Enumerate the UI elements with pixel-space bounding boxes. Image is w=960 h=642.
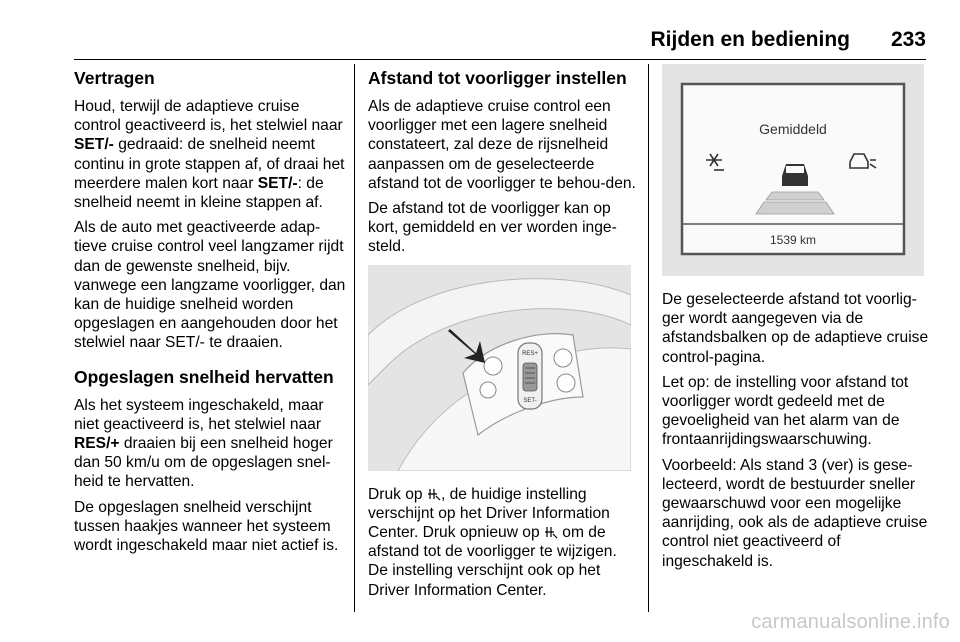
paragraph: De opgeslagen snelheid verschijnt tussen haakjes wanneer het systeem wordt ingeschakeld maar niet actief is. bbox=[74, 498, 339, 555]
column-3 bbox=[662, 68, 932, 577]
paragraph: Druk op , de huidige instelling verschijnt op het Driver Information Center. Druk opnieuw op om de afstand tot de voorligger te wijzigen. De instelling verschijnt ook op het Driver Information Center. bbox=[368, 485, 617, 599]
heading-vertragen: Vertragen bbox=[74, 68, 155, 88]
heading-opgeslagen-snelheid: Opgeslagen snelheid hervatten bbox=[74, 366, 334, 387]
odometer-reading: 1539 km bbox=[769, 233, 817, 247]
paragraph: Let op: de instelling voor afstand tot voorligger wordt gedeeld met de gevoeligheid van het alarm van de frontaanrijdingswaarschuwing. bbox=[662, 373, 909, 449]
heading-afstand-voorligger: Afstand tot voorligger instellen bbox=[368, 68, 627, 88]
paragraph: Als de auto met geactiveerde adap-tieve cruise control veel langzamer rijdt dan de gewenste snelheid, bijv. vanwege een langzame voorligger, dan kan de huidige snelheid worden opgeslagen en aangehouden door het stelwiel naar SET/- te draaien. bbox=[74, 219, 346, 352]
following-distance-icon bbox=[427, 487, 441, 501]
distance-bar-2 bbox=[756, 202, 834, 214]
steering-wheel-figure bbox=[368, 265, 631, 471]
paragraph: De geselecteerde afstand tot voorlig-ger wordt aangegeven via de afstandsbalken op de adaptieve cruise control-pagina. bbox=[662, 291, 929, 366]
column-divider-2 bbox=[648, 64, 649, 612]
following-distance-icon bbox=[544, 525, 558, 539]
paragraph: Voorbeeld: Als stand 3 (ver) is gese-lecteerd, wordt de bestuurder sneller gewaarschuwd voor een mogelijke aanrijding, ook als de adaptieve cruise control niet geactiveerd of ingeschakeld is. bbox=[662, 456, 928, 570]
section-title: Rijden en bediening bbox=[650, 28, 850, 51]
steering-wheel-illustration bbox=[368, 265, 631, 471]
paragraph: De afstand tot de voorligger kan op kort, gemiddeld en ver worden inge-steld. bbox=[368, 200, 617, 256]
column-divider-1 bbox=[354, 64, 355, 612]
header-rule bbox=[74, 59, 926, 60]
rocker-label-res: RES+ bbox=[522, 350, 538, 357]
watermark: carmanualsonline.info bbox=[751, 611, 950, 633]
page-number: 233 bbox=[890, 28, 926, 51]
driver-information-center-figure bbox=[662, 64, 924, 276]
page-header bbox=[0, 22, 960, 58]
paragraph: Als het systeem ingeschakeld, maar niet geactiveerd is, het stelwiel naar RES/+ draaien bij een snelheid hoger dan 50 km/u om de opgeslagen snel-heid te hervatten. bbox=[74, 396, 333, 491]
dic-display-illustration bbox=[662, 64, 924, 276]
car-icon bbox=[782, 164, 808, 186]
display-setting-label: Gemiddeld bbox=[759, 121, 827, 137]
paragraph: Houd, terwijl de adaptieve cruise control geactiveerd is, het stelwiel naar SET/- gedraaid: de snelheid neemt continu in grote stappen af, of draai het meerdere malen kort naar SET/-: de snelheid neemt in kleine stappen af. bbox=[74, 98, 345, 212]
paragraph: Als de adaptieve cruise control een voorligger met een lagere snelheid constateert, zal deze de rijsnelheid aanpassen om de geselecteerde afstand tot de voorligger te behou-den. bbox=[368, 98, 636, 192]
column-1 bbox=[74, 68, 346, 561]
column-2 bbox=[368, 68, 636, 606]
rocker-label-set: SET- bbox=[523, 397, 537, 404]
distance-bar-1 bbox=[766, 192, 824, 200]
